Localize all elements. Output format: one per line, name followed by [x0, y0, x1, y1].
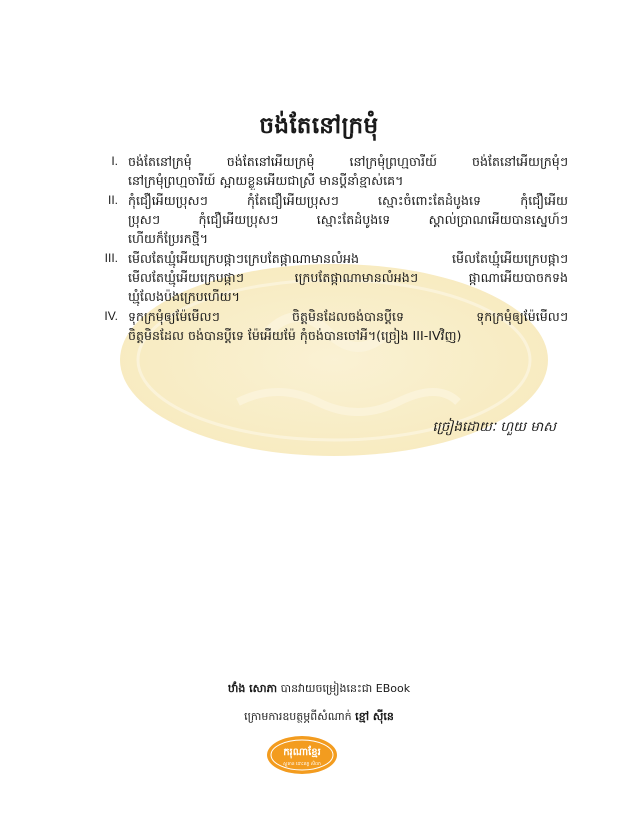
verse-4 [88, 307, 568, 345]
logo-subtitle: ស្ងួតាន ដោះគក្ខ សិលា [283, 762, 321, 767]
verse-line: ទុកក្រមុំឲ្យម៉ែមើលៗ ចិត្តមិនដែលចង់បានប្តីទេ ទុកក្រមុំឲ្យម៉ែមើលៗ [128, 309, 568, 324]
supervision-credit [0, 710, 638, 726]
verse-line: នៅក្រមុំព្រហ្មចារីយ៍ ស្អាយខ្លួនអើយជាស្រី មានប្តីនាំខ្មាស់គេ។ [128, 173, 404, 188]
verse-2 [88, 191, 568, 248]
credits-block [0, 682, 638, 738]
supervision-text: ក្រោមការឧបត្ថម្ភពីសំណាក់ [244, 710, 352, 723]
ebook-typist-name: ឋាំង សោភា [227, 682, 278, 695]
verse-line: ឃ្មុំលែងប៉ងក្រេបហើយ។ [128, 289, 240, 304]
ebook-credit-text: បានវាយចម្រៀងនេះជា EBook [280, 682, 411, 695]
verse-line: មើលតែឃ្មុំអើយក្រេបផ្កាៗក្រេបតែផ្កាណាមានលំអង មើលតែឃ្មុំអើយក្រេបផ្កាៗ [128, 251, 568, 266]
karuna-khmer-logo [266, 735, 338, 775]
verse-line: មើលតែឃ្មុំអើយក្រេបផ្កាៗ ក្រេបតែផ្កាណាមានលំអងៗ ផ្កាណាអើយបាចកទង [128, 270, 568, 285]
verse-line: ហើយក៏ប្រែរកថ្មី។ [128, 231, 209, 246]
verse-line: ចិត្តមិនដែល ចង់បានប្តីទេ ម៉ែអើយម៉ែ កុំចង់បានចៅអី។(ច្រៀង III-IVវិញ) [128, 328, 462, 343]
verse-number: I. [111, 154, 118, 168]
singer-credit: ច្រៀងដោយៈ ហួយ មាស [432, 419, 556, 435]
verse-line: កុំជឿអើយប្រុសៗ កុំតែជឿអើយប្រុសៗ ស្មោះចំពោះតែដំបូងទេ កុំជឿអើយ [128, 193, 568, 208]
verse-list [88, 152, 568, 346]
verse-1 [88, 152, 568, 190]
song-title: ចង់តែនៅក្រមុំ [259, 113, 379, 139]
logo-title: ករុណាខ្មែរ [283, 747, 321, 758]
ebook-credit [0, 682, 638, 698]
verse-number: IV. [104, 309, 118, 323]
verse-number: III. [104, 251, 118, 265]
verse-number: II. [107, 193, 118, 207]
verse-line: ប្រុសៗ កុំជឿអើយប្រុសៗ ស្មោះតែដំបូងទេ ស្គាល់ប្រាណអើយបានស្នេហ៍ៗ [128, 212, 568, 227]
verse-3 [88, 249, 568, 306]
verse-line: ចង់តែនៅក្រមុំ ចង់តែនៅអើយក្រមុំ នៅក្រមុំព្រហ្មចារីយ៍ ចង់តែនៅអើយក្រមុំៗ [128, 154, 568, 169]
supervisor-name: ខ្មៅ ស៊ីនេ [355, 710, 394, 723]
